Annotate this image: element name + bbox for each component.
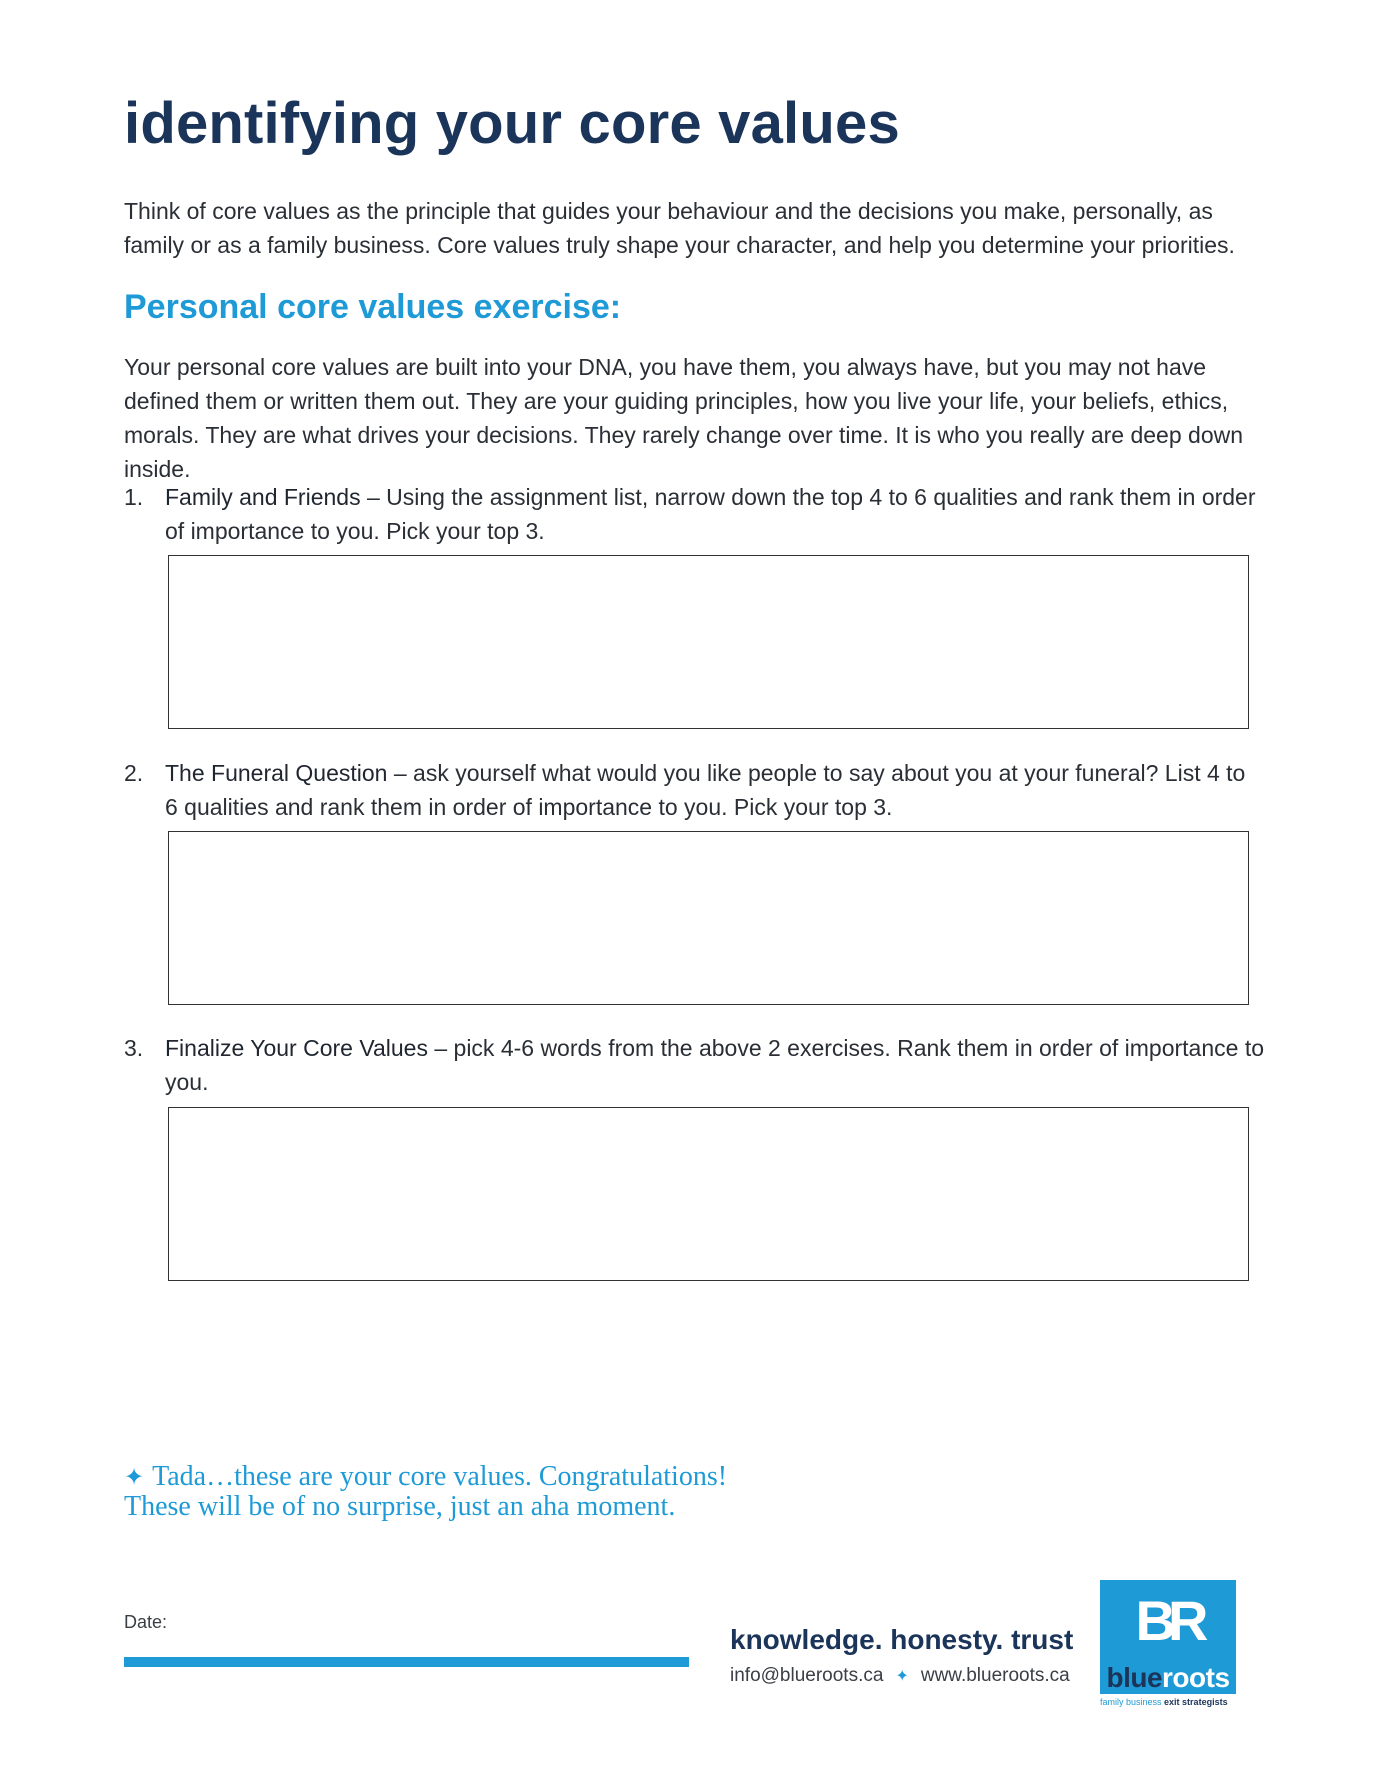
- email-link[interactable]: info@blueroots.ca: [730, 1665, 884, 1686]
- section-body: Your personal core values are built into your DNA, you have them, you always have, but you may not have defined them or written them out. They are your guiding principles, how you live your life, your beliefs, ethics, morals. They are what drives your decisions. They rarely change over time. It is who you really are deep down inside.: [124, 354, 1244, 482]
- blueroots-logo: [1100, 1580, 1236, 1707]
- tada-line-2: These will be of no surprise, just an aha moment.: [124, 1491, 676, 1522]
- logo-wordmark: [1100, 1662, 1236, 1694]
- logo-word-blue: blue: [1106, 1662, 1163, 1693]
- logo-mark: BR: [1135, 1589, 1201, 1652]
- intro-paragraph: Think of core values as the principle that guides your behaviour and the decisions you make, personally, as family or as a family business. Core values truly shape your character, and help you determine your priorities.: [124, 198, 1235, 258]
- question-text: [165, 1031, 1264, 1099]
- logo-sub-1: family business: [1100, 1697, 1162, 1707]
- question-instructions: – ask yourself what would you like people to say about you at your funeral? List 4 to 6 qualities and rank them in order of importance to you. Pick your top 3.: [165, 760, 1246, 820]
- question-number: 2.: [124, 760, 144, 786]
- page-title: identifying your core values: [124, 91, 900, 156]
- tagline: knowledge. honesty. trust: [730, 1624, 1074, 1655]
- sparkle-icon: ✦: [124, 1463, 145, 1491]
- date-line[interactable]: [124, 1657, 689, 1667]
- section-heading: Personal core values exercise:: [124, 288, 622, 326]
- logo-mark-box: [1100, 1580, 1236, 1662]
- question-number: 3.: [124, 1035, 144, 1061]
- question-heading: The Funeral Question: [165, 760, 388, 786]
- logo-word-roots: roots: [1162, 1662, 1230, 1693]
- question-number: 1.: [124, 484, 144, 510]
- website-link[interactable]: www.blueroots.ca: [920, 1665, 1070, 1686]
- question-instructions: – Using the assignment list, narrow down the top 4 to 6 qualities and rank them in order of importance to you. Pick your top 3.: [165, 484, 1256, 544]
- question-3: [124, 1031, 1264, 1099]
- question-1: [124, 480, 1264, 548]
- question-heading: Family and Friends: [165, 484, 361, 510]
- answer-box-2[interactable]: [168, 831, 1249, 1005]
- question-instructions: – pick 4-6 words from the above 2 exercises. Rank them in order of importance to you.: [165, 1035, 1265, 1095]
- question-text: [165, 480, 1264, 548]
- tada-line-1: Tada…these are your core values. Congratulations!: [152, 1461, 728, 1492]
- question-text: [165, 756, 1264, 824]
- contact-info: [730, 1665, 1070, 1687]
- tada-message: [124, 1462, 727, 1522]
- question-heading: Finalize Your Core Values: [165, 1035, 428, 1061]
- question-2: [124, 756, 1264, 824]
- logo-sub-2: exit strategists: [1164, 1697, 1228, 1707]
- date-label: Date:: [124, 1612, 168, 1632]
- sparkle-separator-icon: ✦: [895, 1668, 909, 1685]
- answer-box-3[interactable]: [168, 1107, 1249, 1281]
- logo-subtitle: [1100, 1697, 1236, 1707]
- answer-box-1[interactable]: [168, 555, 1249, 729]
